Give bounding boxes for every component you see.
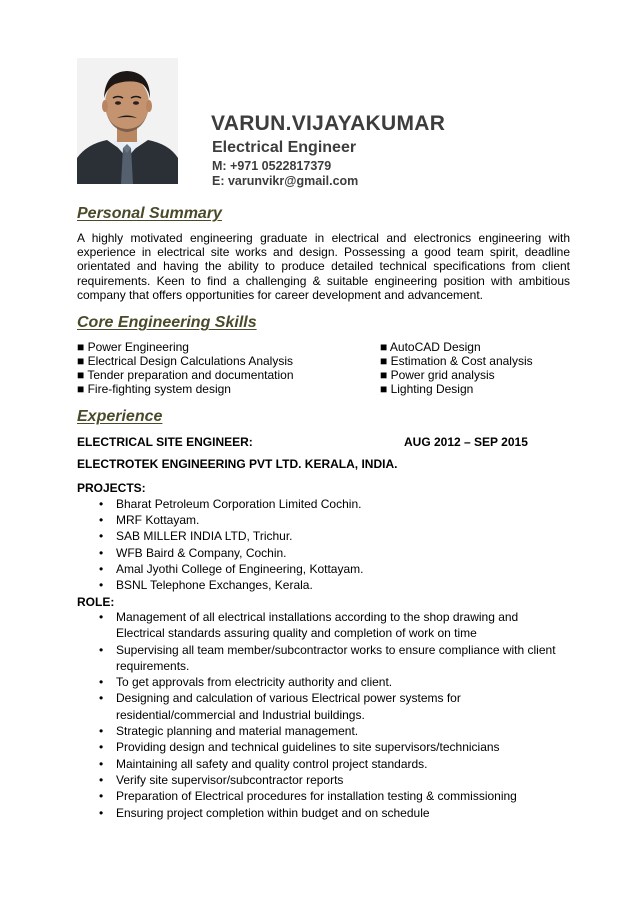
list-item	[77, 723, 556, 739]
list-item: • SAB MILLER INDIA LTD, Trichur.	[77, 528, 363, 544]
role-label: ROLE:	[77, 595, 115, 609]
summary-text: A highly motivated engineering graduate in electrical and electronics engineering with experience in electrical site works and design. Possessing a good team spirit, deadline orientated and having the ability to produce detailed technical specifications from client requirements. Keen to find a challenging & suitable engineering position with ambitious company that offers opportunities for career development and advancement.	[77, 231, 570, 302]
skill-item: ■ Tender preparation and documentation	[77, 368, 294, 382]
list-item-line: • Verify site supervisor/subcontractor reports	[116, 772, 344, 787]
list-item-line: residential/commercial and Industrial buildings.	[116, 707, 365, 722]
list-item: • Bharat Petroleum Corporation Limited Cochin.	[77, 496, 363, 512]
projects-list	[77, 496, 363, 593]
job-title: Electrical Engineer	[212, 139, 357, 156]
role-list	[77, 609, 556, 821]
skill-item: ■ Lighting Design	[380, 382, 474, 396]
position-title: ELECTRICAL SITE ENGINEER:	[77, 435, 253, 449]
list-item	[77, 674, 556, 690]
list-item	[77, 788, 556, 804]
skill-item: ■ AutoCAD Design	[380, 340, 481, 354]
list-item-line: • Strategic planning and material management.	[116, 724, 359, 739]
list-item	[77, 609, 556, 642]
list-item-line: • Supervising all team member/subcontractor works to ensure compliance with client	[116, 642, 556, 657]
list-item	[77, 739, 556, 755]
person-photo-icon	[77, 58, 178, 184]
skill-item: ■ Power grid analysis	[380, 368, 495, 382]
skills-heading: Core Engineering Skills	[77, 314, 257, 331]
list-item: • Amal Jyothi College of Engineering, Kottayam.	[77, 561, 363, 577]
list-item	[77, 642, 556, 675]
email-address: E: varunvikr@gmail.com	[212, 174, 359, 188]
list-item	[77, 772, 556, 788]
phone-number: M: +971 0522817379	[212, 159, 332, 173]
company-name: ELECTROTEK ENGINEERING PVT LTD. KERALA, INDIA.	[77, 457, 398, 471]
list-item-line: • Management of all electrical installations according to the shop drawing and	[116, 610, 519, 624]
list-item-line: • Providing design and technical guidelines to site supervisors/technicians	[116, 740, 500, 755]
list-item	[77, 805, 556, 821]
list-item-line: • Preparation of Electrical procedures for installation testing & commissioning	[116, 789, 517, 804]
list-item-line: • Designing and calculation of various Electrical power systems for	[116, 691, 461, 706]
projects-label: PROJECTS:	[77, 481, 146, 495]
skill-item: ■ Power Engineering	[77, 340, 189, 354]
experience-heading: Experience	[77, 408, 163, 425]
skill-item: ■ Fire-fighting system design	[77, 382, 231, 396]
list-item-line: Electrical standards assuring quality and completion of work on time	[116, 626, 477, 641]
skill-item: ■ Estimation & Cost analysis	[380, 354, 533, 368]
list-item	[77, 690, 556, 723]
skill-item: ■ Electrical Design Calculations Analysis	[77, 354, 294, 368]
list-item-line: • Ensuring project completion within budget and on schedule	[116, 805, 430, 820]
list-item: • WFB Baird & Company, Cochin.	[77, 545, 363, 561]
list-item: • BSNL Telephone Exchanges, Kerala.	[77, 577, 363, 593]
profile-photo	[77, 58, 178, 184]
candidate-name: VARUN.VIJAYAKUMAR	[211, 112, 446, 135]
list-item-line: • To get approvals from electricity authority and client.	[116, 675, 393, 690]
list-item: • MRF Kottayam.	[77, 512, 363, 528]
list-item-line: requirements.	[116, 658, 190, 673]
employment-dates: AUG 2012 – SEP 2015	[404, 435, 528, 449]
list-item-line: • Maintaining all safety and quality control project standards.	[116, 756, 428, 771]
summary-heading: Personal Summary	[77, 205, 222, 222]
list-item	[77, 756, 556, 772]
